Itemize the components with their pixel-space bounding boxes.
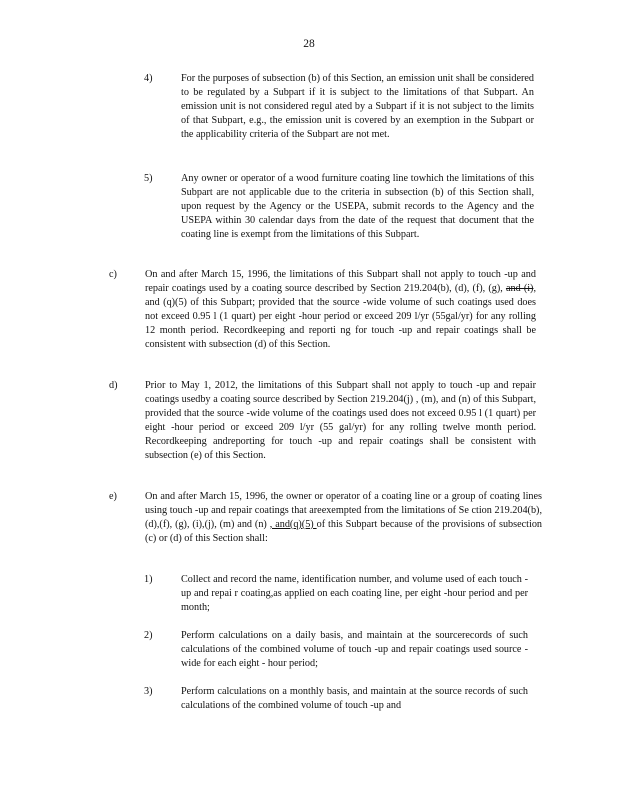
paragraph-5: Any owner or operator of a wood furniture coating line towhich the limitations of this Subpart are not applicable due to the criteria in subsection (b) of this Section shall, upon request by the Agency or the USEPA, submit records to the Agency and the USEPA within 30 calendar days from the date of the request that document that the coating line is exempt from the limitations of this Subpart. bbox=[181, 173, 534, 240]
paragraph-c bbox=[145, 268, 536, 351]
paragraph-e1: Collect and record the name, identification number, and volume used of each touch -up and repai r coating,as applied on each coating line, per eight -hour period and per month; bbox=[181, 574, 528, 613]
item-label-c: c) bbox=[109, 269, 117, 280]
underlined-text: , and(q)(5) bbox=[269, 518, 317, 530]
paragraph-e-text-a: On and after March 15, 1996, the owner or operator of a coating line or a group of coating lines using touch -up and repair coatings that areexempted from the limitations of Se ction 219.204(b), (d),(f), (g), (i),(j), (m) and (n) bbox=[145, 491, 542, 530]
item-label-e3: 3) bbox=[144, 686, 153, 697]
paragraph-c-text-a: On and after March 15, 1996, the limitations of this Subpart shall not apply to touch -up and repair coatings used by a coating source described by Section 219.204(b), (d), (f), (g), bbox=[145, 269, 536, 294]
item-label-e: e) bbox=[109, 491, 117, 502]
struck-text: and (i) bbox=[505, 282, 534, 294]
item-label-5: 5) bbox=[144, 173, 153, 184]
item-label-d: d) bbox=[109, 380, 118, 391]
paragraph-e-text-b: of this Subpart because of the provisions of subsection (c) or (d) of this Section shall: bbox=[145, 518, 543, 544]
item-label-4: 4) bbox=[144, 73, 153, 84]
paragraph-c-text-b: , and (q)(5) of this Subpart; provided that the source -wide volume of such coatings used does not exceed 0.95 l (1 quart) per eight -hour period or exceed 209 l/yr (55gal/yr) for any rolling 12 month period. Recordkeeping and reporti ng for touch -up and repair coatings shall be consistent with subsection (d) of this Section. bbox=[145, 282, 536, 350]
paragraph-e2: Perform calculations on a daily basis, and maintain at the sourcerecords of such calculations of the combined volume of touch -up and repair coatings used source -wide for each eight - hour period; bbox=[181, 630, 528, 669]
paragraph-e3: Perform calculations on a monthly basis, and maintain at the source records of such calculations of the combined volume of touch -up and bbox=[181, 686, 528, 711]
item-label-e1: 1) bbox=[144, 574, 153, 585]
paragraph-d: Prior to May 1, 2012, the limitations of this Subpart shall not apply to touch -up and repair coatings usedby a coating source described by Section 219.204(j) , (m), and (n) of this Subpart, provided that the source -wide volume of the coatings used does not exceed 0.95 l (1 quart) per eight -hour period or exceed 209 l/yr (55 gal/yr) for any rolling twelve month period. Recordkeeping andreporting for touch -up and repair coatings shall be consistent with subsection (e) of this Section. bbox=[145, 380, 536, 461]
page-number: 28 bbox=[303, 38, 315, 50]
item-label-e2: 2) bbox=[144, 630, 153, 641]
paragraph-e bbox=[145, 490, 542, 546]
paragraph-4: For the purposes of subsection (b) of this Section, an emission unit shall be considered to be regulated by a Subpart if it is subject to the limitations of that Subpart. An emission unit is not considered regul ated by a Subpart if it is not subject to the limits of that Subpart, e.g., the emission unit is covered by an exemption in the Subpart or the applicability criteria of the Subpart are not met. bbox=[181, 73, 534, 140]
